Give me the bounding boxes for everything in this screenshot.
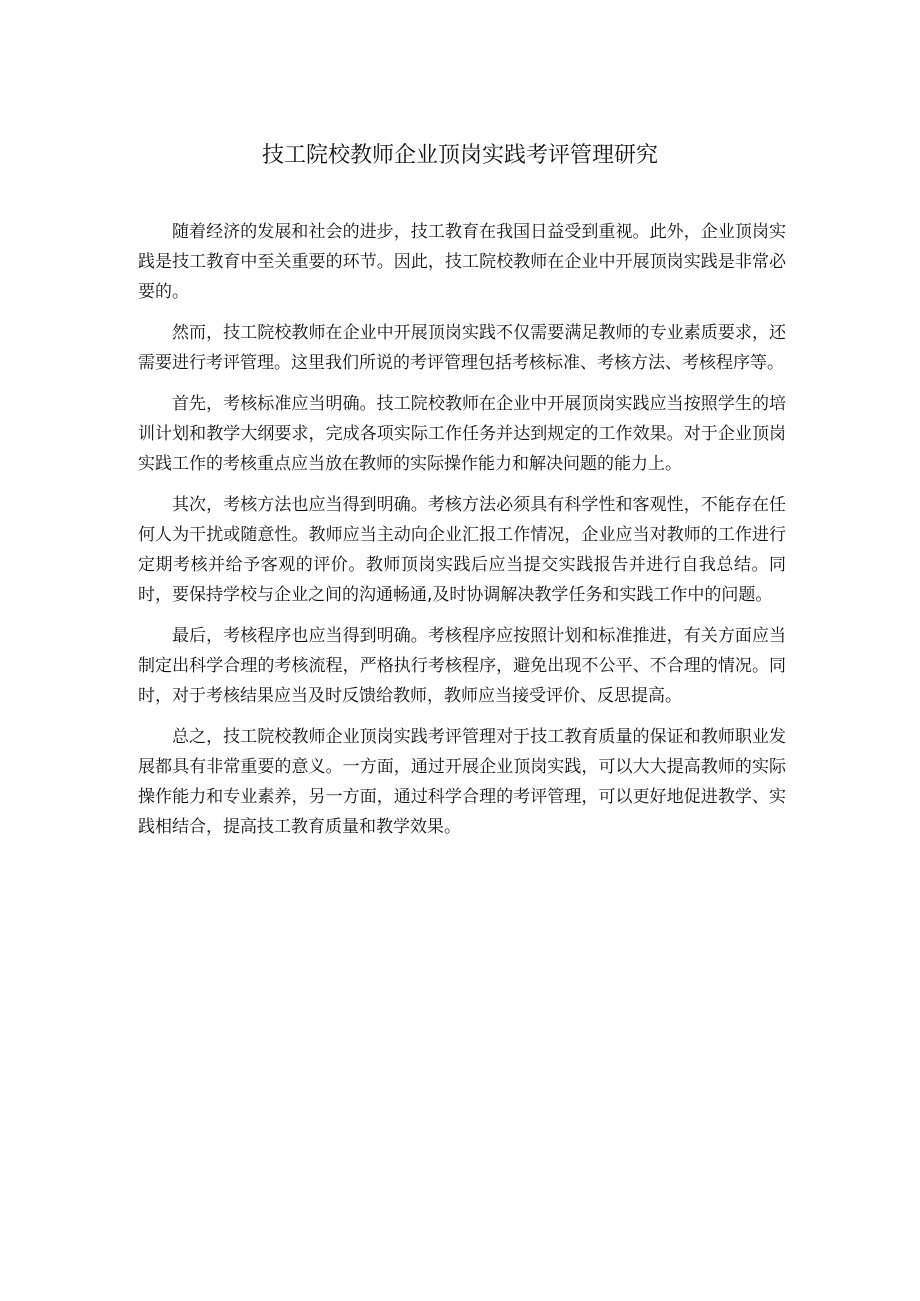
paragraph-intro: 随着经济的发展和社会的进步，技工教育在我国日益受到重视。此外，企业顶岗实践是技工教育中至关重要的环节。因此，技工院校教师在企业中开展顶岗实践是非常必要的。 [138,222,786,302]
paragraph-first: 首先，考核标准应当明确。技工院校教师在企业中开展顶岗实践应当按照学生的培训计划和教学大纲要求，完成各项实际工作任务并达到规定的工作效果。对于企业顶岗实践工作的考核重点应当放在教师的实际操作能力和解决问题的能力上。 [138,394,786,474]
paragraph-second: 其次，考核方法也应当得到明确。考核方法必须具有科学性和客观性，不能存在任何人为干扰或随意性。教师应当主动向企业汇报工作情况，企业应当对教师的工作进行定期考核并给予客观的评价。教师顶岗实践后应当提交实践报告并进行自我总结。同时，要保持学校与企业之间的沟通畅通,及时协调解决教学任务和实践工作中的问题。 [138,495,786,605]
paragraph-conclusion: 总之，技工院校教师企业顶岗实践考评管理对于技工教育质量的保证和教师职业发展都具有非常重要的意义。一方面，通过开展企业顶岗实践，可以大大提高教师的实际操作能力和专业素养，另一方面，通过科学合理的考评管理，可以更好地促进教学、实践相结合，提高技工教育质量和教学效果。 [138,727,786,837]
document-body [138,217,786,853]
document-title: 技工院校教师企业顶岗实践考评管理研究 [261,143,658,168]
paragraph-however: 然而，技工院校教师在企业中开展顶岗实践不仅需要满足教师的专业素质要求，还需要进行考评管理。这里我们所说的考评管理包括考核标准、考核方法、考核程序等。 [138,323,786,373]
paragraph-finally: 最后，考核程序也应当得到明确。考核程序应按照计划和标准推进，有关方面应当制定出科学合理的考核流程，严格执行考核程序，避免出现不公平、不合理的情况。同时，对于考核结果应当及时反馈给教师，教师应当接受评价、反思提高。 [138,626,786,706]
